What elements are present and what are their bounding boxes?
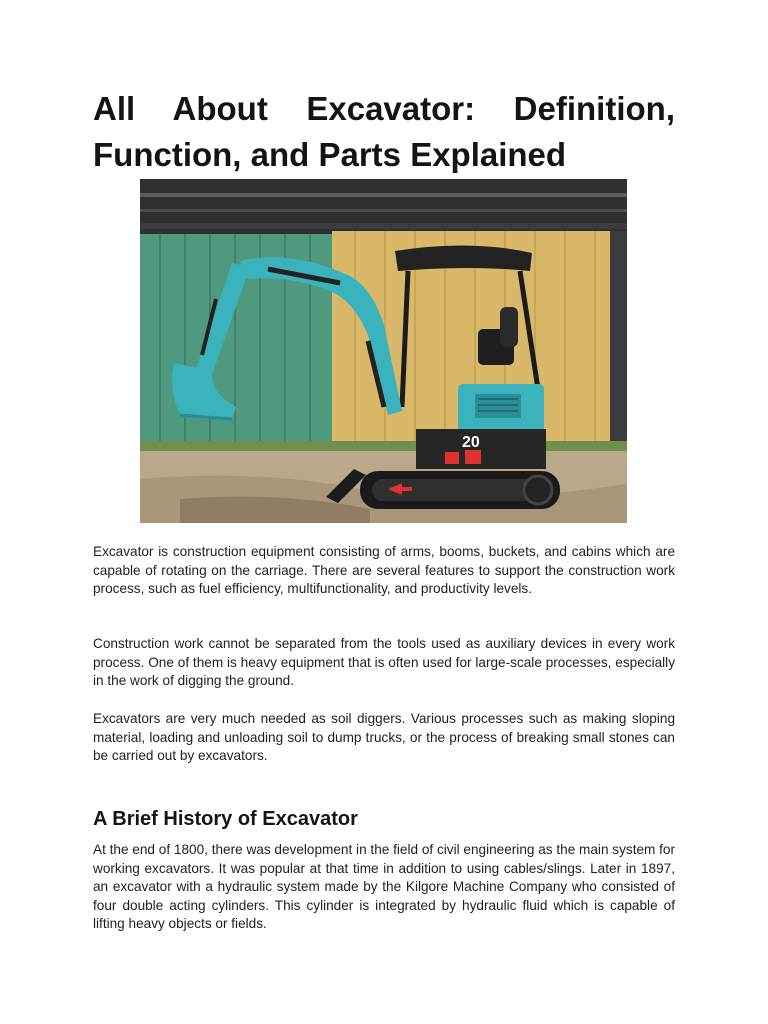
section-heading-history: A Brief History of Excavator	[93, 808, 358, 830]
paragraph-construction: Construction work cannot be separated from the tools used as auxiliary devices in every work process. One of them is heavy equipment that is often used for large-scale processes, especially in the work of digging the ground.	[93, 636, 675, 689]
excavator-photo	[140, 179, 627, 523]
machine-number: 20	[462, 434, 480, 451]
paragraph-history: At the end of 1800, there was development in the field of civil engineering as the main system for working excavators. It was popular at that time in addition to using cables/slings. Later in 1897, an excavator with a hydraulic system made by the Kilgore Machine Company who consisted of four double acting cylinders. This cylinder is integrated by hydraulic fluid which is capable of lifting heavy objects or fields.	[93, 842, 675, 932]
excavator-illustration	[140, 179, 627, 523]
paragraph-soil-diggers: Excavators are very much needed as soil diggers. Various processes such as making sloping material, loading and unloading soil to dump trucks, or the process of breaking small stones can be carried out by excavators.	[93, 711, 675, 764]
paragraph-definition: Excavator is construction equipment consisting of arms, booms, buckets, and cabins which are capable of rotating on the carriage. There are several features to support the construction work process, such as fuel efficiency, multifunctionality, and productivity levels.	[93, 544, 675, 597]
page-title: All About Excavator: Definition, Function, and Parts Explained	[93, 90, 675, 173]
